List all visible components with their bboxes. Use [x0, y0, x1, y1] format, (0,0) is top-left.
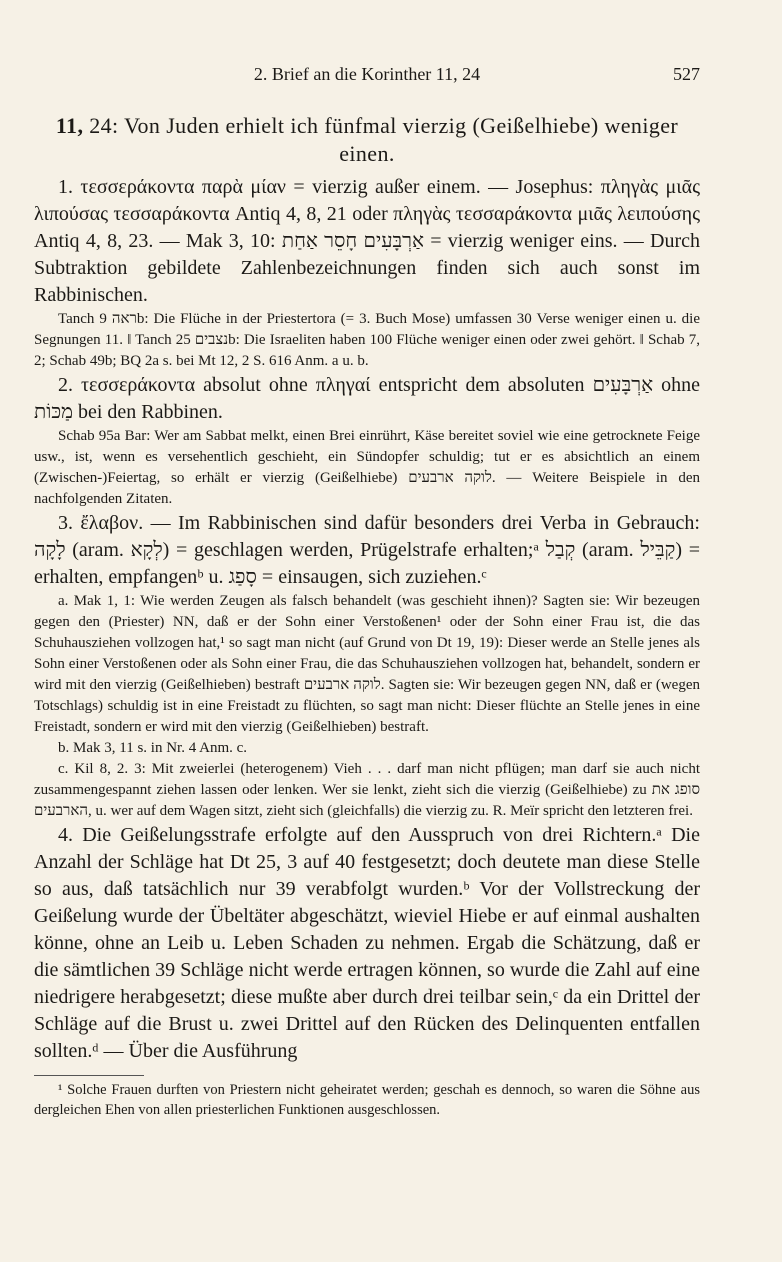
- paragraph-2-notes: Schab 95a Bar: Wer am Sabbat melkt, einen Brei einrührt, Käse bereitet soviel wie eine getrocknete Feige usw., ist, wenn es versehentlich geschieht, ein Sündopfer schuldig; tut er es absichtlich an einem (Zwischen-)Feiertag, so erhält er vierzig (Geißelhiebe) לוקה ארבעים. — Weitere Beispiele in den nachfolgenden Zitaten.: [34, 428, 701, 507]
- footnote: ¹ Solche Frauen durften von Priestern nicht geheiratet werden; geschah es dennoch, so waren die Söhne aus dergleichen Ehen von allen priesterlichen Funktionen ausgeschlossen.: [34, 1082, 700, 1118]
- paragraph-3-note-a: a. Mak 1, 1: Wie werden Zeugen als falsch behandelt (was geschieht ihnen)? Sagten sie: Wir bezeugen gegen den (Priester) NN, daß er der Sohn einer Verstoßenen¹ oder der Sohn einer Frau ist, die das Schuhausziehen vollzogen hat,¹ so sagt man nicht (auf Grund von Dt 19, 19): Dieser werde an Stelle jenes als Sohn einer Verstoßenen oder als Sohn einer Frau, die das Schuhausziehen vollzogen hat, behandelt, sondern er wird mit den vierzig (Geißelhieben) bestraft לוקה ארבעים. Sagten sie: Wir bezeugen gegen NN, daß er (wegen Totschlags) schuldig ist in eine Freistadt zu flüchten, so sagt man nicht: Dieser flüchte an Stelle jenes in eine Freistadt, sondern er wird mit den vierzig (Geißelhieben) bestraft.: [34, 593, 700, 735]
- verse-text: 24: Von Juden erhielt ich fünfmal vierzig (Geißelhiebe) weniger einen.: [83, 113, 679, 166]
- paragraph-3-note-c: c. Kil 8, 2. 3: Mit zweierlei (heterogenem) Vieh . . . darf man nicht pflügen; man darf sie auch nicht zusammengespannt ziehen lassen oder lenken. Wer sie lenkt, zieht sich die vierzig (Geißelhiebe) zu סופג את הארבעים, u. wer auf dem Wagen sitzt, zieht sich (gleichfalls) die vierzig zu. R. Meïr spricht den letzteren frei.: [34, 761, 700, 819]
- verse-heading: [34, 112, 700, 168]
- paragraph-2: 2. τεσσεράκοντα absolut ohne πληγαί entspricht dem absoluten אַרְבָּעִים ohne מַכּוֹת bei den Rabbinen.: [34, 374, 700, 423]
- paragraph-4: 4. Die Geißelungsstrafe erfolgte auf den Ausspruch von drei Richtern.ᵃ Die Anzahl der Schläge hat Dt 25, 3 auf 40 festgesetzt; doch deutete man diese Stelle so aus, daß tatsächlich nur 39 verabfolgt wurden.ᵇ Vor der Vollstreckung der Geißelung wurde der Übeltäter abgeschätzt, wieviel Hiebe er auf einmal aushalten könne, ohne an Leib u. Leben Schaden zu nehmen. Ergab die Schätzung, daß er die sämtlichen 39 Schläge nicht werde ertragen können, so wurde die Zahl auf eine niedrigere herabgesetzt; diese mußte aber durch drei teilbar sein,ᶜ da ein Drittel der Schläge auf die Brust u. zwei Drittel auf den Rücken des Delinquenten entfallen sollten.ᵈ — Über die Ausführung: [34, 824, 700, 1062]
- paragraph-1: 1. τεσσεράκοντα παρὰ μίαν = vierzig außer einem. — Josephus: πληγὰς μιᾶς λιπούσας τεσσαράκοντα Antiq 4, 8, 21 oder πληγὰς τεσσαράκοντα μιᾶς λειπούσης Antiq 4, 8, 23. — Mak 3, 10: אַרְבָּעִים חָסֵר אַחַת = vierzig weniger eins. — Durch Subtraktion gebildete Zahlenbezeichnungen finden sich auch sonst im Rabbinischen.: [34, 176, 700, 306]
- running-title: 2. Brief an die Korinther 11, 24: [253, 64, 481, 84]
- footnote-divider: [34, 1075, 144, 1076]
- paragraph-3: 3. ἔλαβον. — Im Rabbinischen sind dafür besonders drei Verba in Gebrauch: לָקָה (aram. לְקָא) = geschlagen werden, Prügelstrafe erhalten;ᵃ קְבַל (aram. קַבֵּיל) = erhalten, empfangenᵇ u. סָפַג = einsaugen, sich zuziehen.ᶜ: [34, 512, 700, 588]
- page-number: 527: [673, 64, 700, 84]
- paragraph-1-notes: Tanch ראה 9b: Die Flüche in der Priestertora (= 3. Buch Mose) umfassen 30 Verse weniger einen u. die Segnungen 11. ‖ Tanch נצבים 25b: Die Israeliten haben 100 Flüche weniger einen oder zwei gehört. ‖ Schab 7, 2; Schab 49b; BQ 2a s. bei Mt 12, 2 S. 616 Anm. a u. b.: [34, 311, 700, 369]
- page-body: [34, 112, 700, 1120]
- verse-reference: 11,: [55, 113, 84, 138]
- paragraph-3-note-b: b. Mak 3, 11 s. in Nr. 4 Anm. c.: [58, 740, 248, 756]
